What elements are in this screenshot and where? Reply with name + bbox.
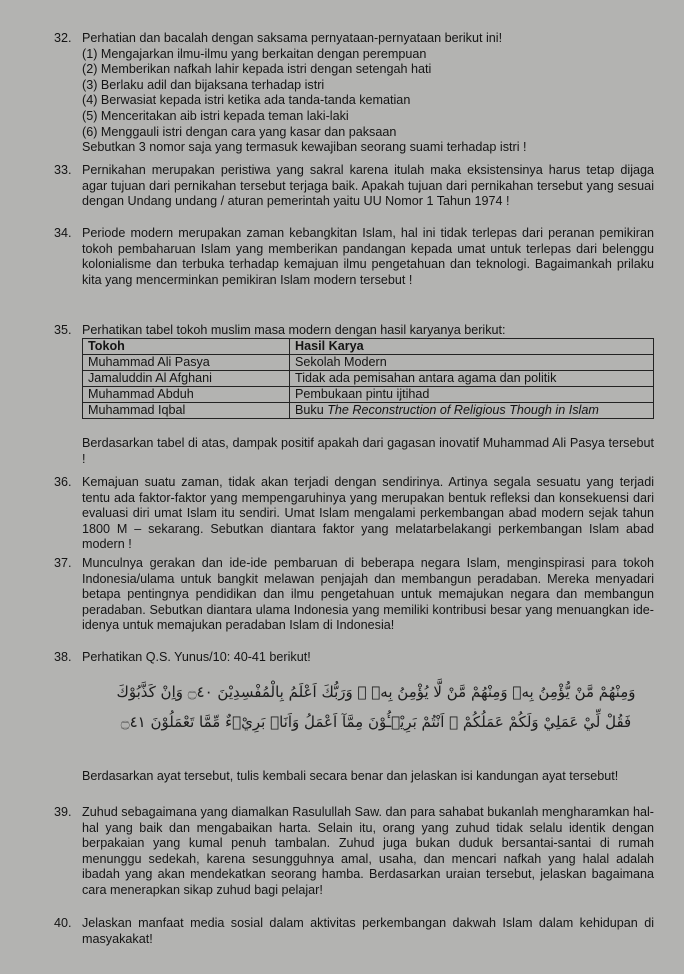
question-38-prompt <box>0 769 684 785</box>
question-number: 35. <box>54 323 72 337</box>
statement-item: (5) Menceritakan aib istri kepada teman laki-laki <box>82 108 349 123</box>
question-number: 40. <box>54 916 72 930</box>
question-text: Zuhud sebagaimana yang diamalkan Rasulullah Saw. dan para sahabat bukanlah mengharamkan hal-hal yang baik dan mengabaikan harta. Selain itu, orang yang zuhud tidak selalu identik dengan berpakaian yang kumal penuh tambalan. Zuhud juga bukan duduk bersantai-santai di rumah menunggu sedekah, karena sesungguhnya amal, usaha, dan mencari nafkah yang halal adalah ibadah yang akan mendekatkan seorang hamba. Berdasarkan uraian tersebut, jelaskan bagaimana cara menerapkan sikap zuhud bagi pelajar! <box>82 805 654 897</box>
question-40 <box>0 916 684 947</box>
statement-item: (3) Berlaku adil dan bijaksana terhadap istri <box>82 77 325 92</box>
book-title: The Reconstruction of Religious Though in Islam <box>327 403 599 417</box>
table-cell-tokoh: Muhammad Iqbal <box>83 403 290 419</box>
question-text: Pernikahan merupakan peristiwa yang sakral karena itulah maka eksistensinya harus tetap dijaga agar tujuan dari pernikahan tersebut terjaga baik. Apakah tujuan dari pernikahan tersebut yang sesuai dengan Undang undang / aturan pemerintah yaitu UU Nomor 1 Tahun 1974 ! <box>82 163 654 209</box>
question-36 <box>0 475 684 553</box>
question-prompt: Berdasarkan ayat tersebut, tulis kembali secara benar dan jelaskan isi kandungan ayat tersebut! <box>82 769 619 783</box>
table-header-row <box>83 339 654 355</box>
question-number: 38. <box>54 650 72 664</box>
statement-item: (2) Memberikan nafkah lahir kepada istri dengan setengah hati <box>82 62 432 77</box>
question-number: 32. <box>54 31 72 45</box>
question-35 <box>0 323 684 339</box>
statement-item: (6) Menggauli istri dengan cara yang kasar dan paksaan <box>82 124 397 139</box>
question-33 <box>0 163 684 210</box>
table-header: Tokoh <box>83 339 290 355</box>
table-cell-karya: Tidak ada pemisahan antara agama dan politik <box>290 371 654 387</box>
question-number: 34. <box>54 226 72 240</box>
question-32 <box>0 31 684 156</box>
question-37 <box>0 556 684 634</box>
table-cell-tokoh: Muhammad Abduh <box>83 387 290 403</box>
table-cell-tokoh: Muhammad Ali Pasya <box>83 355 290 371</box>
table-cell-tokoh: Jamaluddin Al Afghani <box>83 371 290 387</box>
table-cell-karya: Pembukaan pintu ijtihad <box>290 387 654 403</box>
table-cell-karya <box>290 403 654 419</box>
karya-prefix: Buku <box>295 403 328 417</box>
table-row <box>83 355 654 371</box>
ayat-line-2: فَقُلْ لِّيْ عَمَلِيْ وَلَكُمْ عَمَلُكُمْ ۚ اَنْتُمْ بَرِيْۤـُٔوْنَ مِمَّآ اَعْمَلُ وَاَنَا۠ بَرِيْۤءٌ مِّمَّا تَعْمَلُوْنَ ۝٤١ <box>120 713 632 731</box>
table-row <box>83 403 654 419</box>
question-prompt: Sebutkan 3 nomor saja yang termasuk kewajiban seorang suami terhadap istri ! <box>82 140 527 155</box>
question-intro: Perhatikan Q.S. Yunus/10: 40-41 berikut! <box>82 650 311 664</box>
question-34 <box>0 226 684 288</box>
question-number: 39. <box>54 805 72 819</box>
question-number: 37. <box>54 556 72 570</box>
question-body <box>82 31 654 156</box>
statement-item: (1) Mengajarkan ilmu-ilmu yang berkaitan dengan perempuan <box>82 46 427 61</box>
question-intro: Perhatian dan bacalah dengan saksama pernyataan-pernyataan berikut ini! <box>82 31 503 45</box>
table-row <box>83 387 654 403</box>
question-number: 36. <box>54 475 72 489</box>
ayat-line-1: وَمِنْهُمْ مَّنْ يُّؤْمِنُ بِهٖ وَمِنْهُمْ مَّنْ لَّا يُؤْمِنُ بِهٖ ۗ وَرَبُّكَ اَعْلَمُ بِالْمُفْسِدِيْنَ ۝٤٠ وَاِنْ كَذَّبُوْكَ <box>116 683 636 701</box>
question-35-prompt <box>0 436 684 467</box>
question-text: Periode modern merupakan zaman kebangkitan Islam, hal ini tidak terlepas dari peranan pemikiran tokoh pembaharuan Islam yang memberikan pandangan kepada umat untuk terlepas dari belenggu kolonialisme dan terbuka terhadap kemajuan ilmu pengetahuan dan teknologi. Bagaimankah prilaku kita yang mencerminkan pemikiran Islam modern tersebut ! <box>82 226 654 287</box>
table-row <box>83 371 654 387</box>
statement-list <box>82 47 654 141</box>
question-39 <box>0 805 684 899</box>
question-text: Kemajuan suatu zaman, tidak akan terjadi dengan sendirinya. Artinya segala sesuatu yang terjadi tentu ada faktor-faktor yang mempengaruhinya yang merupakan bentuk refleksi dan konsekuensi dari evaluasi diri umat Islam itu sendiri. Umat Islam mengalami perkembangan abad modern sejak tahun 1800 M – sekarang. Sebutkan diantara faktor yang melatarbelakangi perkembangan Islam abad modern ! <box>82 475 654 552</box>
question-intro: Perhatikan tabel tokoh muslim masa modern dengan hasil karyanya berikut: <box>82 323 506 337</box>
question-number: 33. <box>54 163 72 177</box>
statement-item: (4) Berwasiat kepada istri ketika ada tanda-tanda kematian <box>82 93 411 108</box>
question-text: Munculnya gerakan dan ide-ide pembaruan di beberapa negara Islam, menginspirasi para tokoh Indonesia/ulama untuk bangkit melawan penjajah dan membangun peradaban. Mereka menyadari betapa pentingnya pendidikan dan ilmu pengetahuan untuk memajukan negara dan membangun peradaban. Sebutkan diantara ulama Indonesia yang memiliki kontribusi besar yang menuangkan ide-idenya untuk memajukan peradaban Islam di Indonesia! <box>82 556 654 633</box>
question-text: Jelaskan manfaat media sosial dalam aktivitas perkembangan dakwah Islam dalam kehidupan di masyakakat! <box>82 916 654 946</box>
table-header: Hasil Karya <box>290 339 654 355</box>
question-38 <box>0 650 684 666</box>
question-prompt: Berdasarkan tabel di atas, dampak positif apakah dari gagasan inovatif Muhammad Ali Pasya tersebut ! <box>82 436 654 466</box>
table-cell-karya: Sekolah Modern <box>290 355 654 371</box>
tokoh-table <box>82 338 654 419</box>
